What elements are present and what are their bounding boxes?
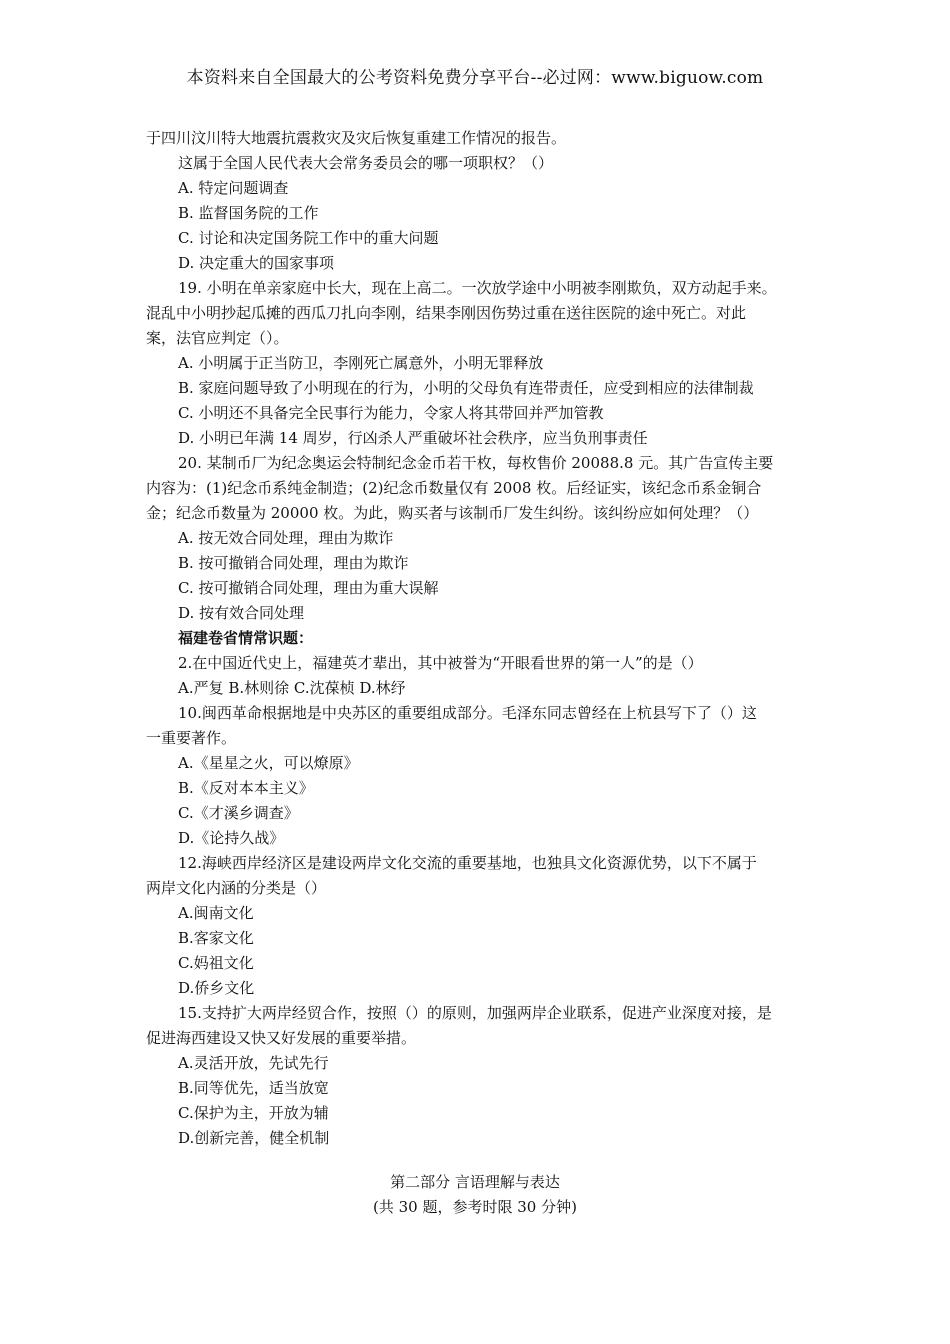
text-line: 福建卷省情常识题： (178, 629, 314, 647)
text-line: C.妈祖文化 (178, 954, 254, 972)
text-line: C. 讨论和决定国务院工作中的重大问题 (178, 229, 439, 247)
text-line: 促进海西建设又快又好发展的重要举措。 (146, 1029, 417, 1047)
section-subtitle: (共 30 题，参考时限 30 分钟) (373, 1198, 577, 1216)
text-line: D.创新完善，健全机制 (178, 1129, 330, 1147)
section-title: 第二部分 言语理解与表达 (390, 1173, 560, 1191)
text-line: D. 按有效合同处理 (178, 604, 305, 622)
text-line: B.同等优先，适当放宽 (178, 1079, 329, 1097)
text-line: 一重要著作。 (146, 729, 237, 747)
text-line: 金；纪念币数量为 20000 枚。为此，购买者与该制币厂发生纠纷。该纠纷应如何处理？（） (146, 504, 759, 522)
text-line: C.《才溪乡调查》 (178, 804, 299, 822)
text-line: A.闽南文化 (178, 904, 254, 922)
text-line: C. 小明还不具备完全民事行为能力，令家人将其带回并严加管教 (178, 404, 604, 422)
text-line: 两岸文化内涵的分类是（） (146, 879, 327, 897)
text-line: A.《星星之火，可以燎原》 (178, 754, 359, 772)
text-line: 于四川汶川特大地震抗震救灾及灾后恢复重建工作情况的报告。 (146, 129, 567, 147)
text-line: C. 按可撤销合同处理，理由为重大误解 (178, 579, 439, 597)
text-line: 案，法官应判定（）。 (146, 329, 289, 347)
text-line: D.侨乡文化 (178, 979, 255, 997)
question-content (146, 126, 812, 1151)
text-line: D. 决定重大的国家事项 (178, 254, 335, 272)
text-line: B. 按可撤销合同处理，理由为欺诈 (178, 554, 409, 572)
text-line: A. 按无效合同处理，理由为欺诈 (178, 529, 394, 547)
text-line: A. 特定问题调查 (178, 179, 289, 197)
text-line: D. 小明已年满 14 周岁，行凶杀人严重破坏社会秩序，应当负刑事责任 (178, 429, 648, 447)
text-line: 19. 小明在单亲家庭中长大，现在上高二。一次放学途中小明被李刚欺负，双方动起手来。 (178, 279, 777, 297)
section-heading (0, 1170, 950, 1220)
text-line: B.《反对本本主义》 (178, 779, 314, 797)
text-line: 10.闽西革命根据地是中央苏区的重要组成部分。毛泽东同志曾经在上杭县写下了（）这 (178, 704, 757, 722)
text-line: 2.在中国近代史上，福建英才辈出，其中被誉为“开眼看世界的第一人”的是（） (178, 654, 703, 672)
text-line: B. 家庭问题导致了小明现在的行为，小明的父母负有连带责任，应受到相应的法律制裁 (178, 379, 754, 397)
text-line: 15.支持扩大两岸经贸合作，按照（）的原则，加强两岸企业联系，促进产业深度对接，是 (178, 1004, 772, 1022)
text-line: A.严复 B.林则徐 C.沈葆桢 D.林纾 (178, 679, 406, 697)
text-line: 这属于全国人民代表大会常务委员会的哪一项职权？（） (178, 154, 554, 172)
text-line: 20. 某制币厂为纪念奥运会特制纪念金币若干枚，每枚售价 20088.8 元。其广告宣传主要 (178, 454, 774, 472)
text-line: A.灵活开放，先试先行 (178, 1054, 329, 1072)
text-line: A. 小明属于正当防卫，李刚死亡属意外，小明无罪释放 (178, 354, 544, 372)
text-line: 内容为：(1)纪念币系纯金制造；(2)纪念币数量仅有 2008 枚。后经证实，该纪念币系金铜合 (146, 479, 762, 497)
page-header: 本资料来自全国最大的公考资料免费分享平台--必过网：www.biguow.com (186, 68, 764, 88)
text-line: 12.海峡西岸经济区是建设两岸文化交流的重要基地，也独具文化资源优势，以下不属于 (178, 854, 757, 872)
text-line: C.保护为主，开放为辅 (178, 1104, 329, 1122)
text-line: 混乱中小明抄起瓜摊的西瓜刀扎向李刚，结果李刚因伤势过重在送往医院的途中死亡。对此 (146, 304, 747, 322)
text-line: B.客家文化 (178, 929, 254, 947)
text-line: B. 监督国务院的工作 (178, 204, 319, 222)
text-line: D.《论持久战》 (178, 829, 285, 847)
